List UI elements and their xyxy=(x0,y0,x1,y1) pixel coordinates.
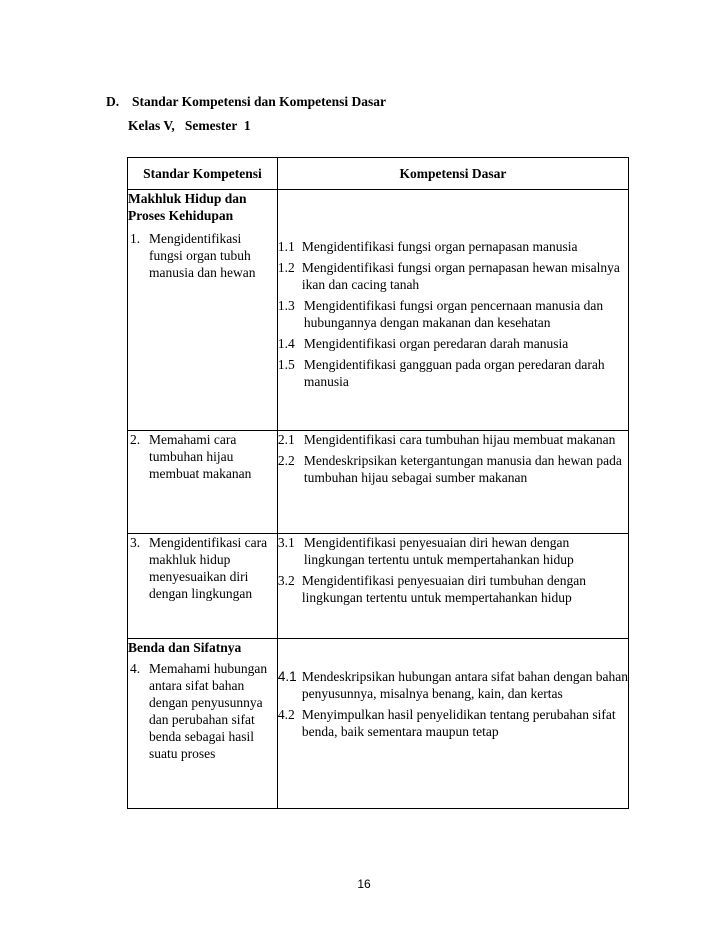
kd-text: Mengidentifikasi penyesuaian diri hewan dengan lingkungan tertentu untuk mempertahankan hidup xyxy=(303,535,574,567)
sk-text: Mengidentifikasi cara makhluk hidup menyesuaikan diri dengan lingkungan xyxy=(149,535,268,601)
kd-text: Mendeskripsikan hubungan antara sifat bahan dengan bahan penyusunnya, misalnya benang, kain, dan kertas xyxy=(301,669,629,701)
kd-number: 1.5 xyxy=(277,357,295,372)
kd-number: 3.2 xyxy=(277,573,295,588)
table-row xyxy=(128,190,629,431)
header-kompetensi-dasar: Kompetensi Dasar xyxy=(277,158,628,190)
sk-cell xyxy=(128,431,278,534)
kd-number: 4.1 xyxy=(277,669,297,684)
class-semester-label: Kelas V, Semester 1 xyxy=(128,118,251,133)
kd-number: 1.4 xyxy=(277,336,295,351)
group-title: Benda dan Sifatnya xyxy=(128,640,242,655)
kd-number: 3.1 xyxy=(277,535,295,550)
sk-text: Mengidentifikasi fungsi organ tubuh manusia dan hewan xyxy=(149,231,256,280)
kd-text: Mendeskripsikan ketergantungan manusia dan hewan pada tumbuhan hijau sebagai sumber makanan xyxy=(303,453,622,485)
kd-item xyxy=(278,452,628,486)
header-standar-kompetensi: Standar Kompetensi xyxy=(128,158,278,190)
kd-text: Mengidentifikasi fungsi organ pernapasan manusia xyxy=(301,239,578,254)
kd-item xyxy=(278,356,628,390)
kd-cell xyxy=(277,190,628,431)
section-letter: D. xyxy=(106,94,120,109)
kd-number: 4.2 xyxy=(277,707,295,722)
sk-text: Memahami hubungan antara sifat bahan dengan penyusunnya dan perubahan sifat benda sebagai hasil suatu proses xyxy=(149,661,268,761)
kd-item xyxy=(278,572,628,606)
kd-cell xyxy=(277,534,628,639)
sk-item xyxy=(128,534,277,602)
kd-item xyxy=(278,431,628,448)
sk-number: 4. xyxy=(130,661,141,676)
table-row xyxy=(128,639,629,809)
sk-item xyxy=(128,660,277,762)
kd-number: 1.2 xyxy=(277,260,295,275)
sk-item xyxy=(128,228,277,281)
kd-cell xyxy=(277,431,628,534)
table-row xyxy=(128,534,629,639)
kd-number: 1.1 xyxy=(277,239,295,254)
kd-item xyxy=(278,706,628,740)
sk-number: 2. xyxy=(130,432,141,447)
kd-text: Mengidentifikasi organ peredaran darah manusia xyxy=(303,336,569,351)
group-title: Makhluk Hidup dan Proses Kehidupan xyxy=(128,191,247,223)
kd-text: Mengidentifikasi gangguan pada organ peredaran darah manusia xyxy=(303,357,605,389)
sk-cell xyxy=(128,534,278,639)
kd-text: Mengidentifikasi cara tumbuhan hijau membuat makanan xyxy=(303,432,616,447)
kd-item xyxy=(278,297,628,331)
sk-number: 1. xyxy=(130,231,141,246)
sk-cell xyxy=(128,190,278,431)
table-header-row xyxy=(128,158,629,190)
kd-item xyxy=(278,259,628,293)
kd-item xyxy=(278,238,628,255)
sk-text: Memahami cara tumbuhan hijau membuat makanan xyxy=(149,432,252,481)
kd-cell xyxy=(277,639,628,809)
kd-text: Mengidentifikasi fungsi organ pernapasan hewan misalnya ikan dan cacing tanah xyxy=(301,260,620,292)
kd-item xyxy=(278,335,628,352)
sk-item xyxy=(128,431,277,482)
kd-text: Menyimpulkan hasil penyelidikan tentang perubahan sifat benda, baik sementara maupun tetap xyxy=(301,707,616,739)
section-heading xyxy=(106,94,386,110)
kd-text: Mengidentifikasi fungsi organ pencernaan manusia dan hubungannya dengan makanan dan kesehatan xyxy=(303,298,604,330)
kd-item xyxy=(278,668,628,702)
sk-cell xyxy=(128,639,278,809)
section-title: Standar Kompetensi dan Kompetensi Dasar xyxy=(132,94,387,109)
kd-number: 1.3 xyxy=(277,298,295,313)
page-number: 16 xyxy=(357,877,371,891)
sk-number: 3. xyxy=(130,535,141,550)
kd-number: 2.1 xyxy=(277,432,295,447)
table-row xyxy=(128,431,629,534)
kd-number: 2.2 xyxy=(277,453,295,468)
kd-text: Mengidentifikasi penyesuaian diri tumbuhan dengan lingkungan tertentu untuk mempertahankan hidup xyxy=(301,573,587,605)
kd-item xyxy=(278,534,628,568)
competency-table xyxy=(127,157,629,809)
